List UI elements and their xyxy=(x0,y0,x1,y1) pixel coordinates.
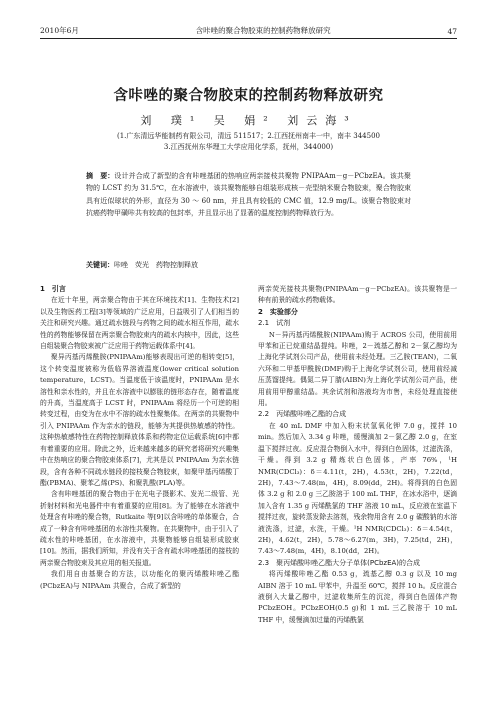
header-rule xyxy=(40,38,457,39)
subsection-heading-macromonomer: 2.3 聚丙烯酸咔唑乙酯大分子单体(PCbzEA)的合成 xyxy=(258,558,421,567)
subsection-heading-synthesis: 2.2 丙烯酸咔唑乙酯的合成 xyxy=(258,410,347,419)
paragraph: 聚异丙基丙烯酰胺(PNIPAAm)能够表现出可逆的相转变[5]，这个转变温度被称为低临界溶液温度(lower critical solution temperature，LCST)。当温度低于该温度时，PNIPAAm 是水溶性和亲水性的，并且在水溶液中以膨胀的链形态存在，随着温度的升高，当温度高于 LCST 时，PNIPAAm 将经历一个可逆的相转变过程，由变为在水中不溶的疏水性聚集体。在两亲的共聚物中引入 PNIPAAm 作为亲水的链段，能够为其提供热敏感的特性。这种热敏感特性在药物控制释放体系和药物定位运载系统[6]中都有着重要的应用。除此之外，近来越来越多的研究者将研究兴趣集中在热响应的聚合物胶束体系[7]，尤其是以 PNIPAAm 为亲水链段，含有各种不同疏水链段的接枝聚合物胶束，如聚甲基丙烯酸丁酯(PBMA)、聚苯乙烯(PS)、和聚乳酸(PLA)等。 xyxy=(40,353,239,487)
paragraph: 我们用自由基聚合的方法，以功能化的聚丙烯酸咔唑乙酯(PCbzEA)与 NIPAAm 共聚合，合成了新型的 xyxy=(40,570,239,590)
abstract-text: 设计并合成了新型的含有咔唑基团的热响应两亲接枝共聚物 PNIPAAm－g－PCbzEA。该共聚物的 LCST 约为 31.5℃，在水溶液中，该共聚物能够自组装形成核－壳型纳米聚合物胶束，聚合物胶束具有近似球状的外形，直径为 30 ～ 60 nm，并且具有较低的 CMC 值，12.9 mg/L。该聚合物胶束对抗癌药物甲磺咔共有较高的包封率，并且显示出了显著的温度控制药物释放行为。 xyxy=(86,172,411,217)
paragraph: 在 40 mL DMF 中加入粉末状氢氧化钾 7.0 g，搅拌 10 min。然后加入 3.34 g 咔唑，缓慢滴加 2－氯乙醇 2.0 g，在室温下搅拌过夜。反应混合物倒入水中，得到白色固体，过滤洗涤，干燥。得到 3.2 g 精炼状白色固体，产率 76%，¹H NMR(CDCl₃)：δ＝4.11(t，2H)，4.53(t，2H)，7.22(td，2H)，7.43～7.48(m，4H)，8.09(dd，2H)。将得到的白色固体 3.2 g 和 2.0 g 三乙胺溶于 100 mL THF，在冰水浴中，逐滴加入含有 1.35 g 丙烯酰氯的 THF 溶液 10 mL，反应液在室温下搅拌过夜，旋转蒸发除去溶剂，残余物用含有 2.0 g 碳酸钠的水溶液洗涤，过滤，水洗，干燥。¹H NMR(CDCl₃)：δ＝4.54(t，2H)，4.62(t，2H)，5.78～6.27(m，3H)，7.25(td，2H)，7.43～7.48(m，4H)，8.10(dd，2H)。 xyxy=(258,421,457,556)
keywords-label: 关键词： xyxy=(86,261,114,269)
right-column xyxy=(258,284,457,626)
keywords-text: 咔唑 荧光 药物控制释放 xyxy=(114,261,198,269)
paper-authors: 刘 璞¹ 吴 娟² 刘云海³ xyxy=(140,114,357,127)
paper-title: 含咔唑的聚合物胶束的控制药物释放研究 xyxy=(113,88,384,104)
left-column xyxy=(40,284,239,592)
header-date: 2010年6月 xyxy=(40,26,79,35)
abstract-label: 摘 要： xyxy=(86,172,115,180)
affiliation-line-1: (1.广东清远华能制药有限公司，清远 511517；2.江西抚州南丰一中，南丰 344500 xyxy=(117,132,380,140)
header-title: 含咔唑的聚合物胶束的控制药物释放研究 xyxy=(195,26,331,35)
paragraph: 含有咔唑基团的聚合物由于在光电子摄影术、发光二级管、光折射材料和光电器件中有着重要的应用[8]。为了能够在水溶液中处理含有咔唑的聚合物，Rutkaite 等[9]以含咔唑的单体聚合，合成了一种含有咔唑基团的水溶性共聚物。在共聚物中，由于引入了疏水性的咔唑基团，在水溶液中，共聚物能够自组装形成胶束[10]。然而，据我们所知，并没有关于含有疏水咔唑基团的接枝的两亲聚合物胶束及其应用的相关报道。 xyxy=(40,490,239,567)
abstract xyxy=(86,170,411,219)
paragraph: 将丙烯酸咔唑乙酯 0.53 g，巯基乙醇 0.3 g 以及 10 mg AIBN 溶于 10 mL 甲苯中，升温至 60℃，搅拌 10 h。反应混合液倒入大量乙醇中，过滤收集所生的沉淀，得到白色固体产物 PCbzEOH。PCbzEOH(0.5 g)和 1 mL 三乙胺溶于 10 mL THF 中，缓慢滴加过量的丙烯酰氯 xyxy=(258,570,457,624)
section-heading-experimental: 2 实验部分 xyxy=(258,307,298,316)
subsection-heading-reagents: 2.1 试剂 xyxy=(258,319,291,328)
page-number: 47 xyxy=(447,27,457,36)
affiliation-line-2: 3.江西抚州东华理工大学应用化学系，抚州，344000) xyxy=(163,143,334,151)
section-heading-intro: 1 引言 xyxy=(40,285,66,293)
paragraph: 在近十年里，两亲聚合物由于其在环境技术[1]、生物技术[2]以及生物医药工程[3]等领域的广泛应用，日益吸引了人们相当的关注和研究兴趣。通过疏水链段与药物之间的疏水相互作用，疏水性的药物能够保留在两亲聚合物胶束内的疏水内核中，因此，这些自组装聚合物胶束被广泛应用于药物运载体系中[4]。 xyxy=(40,296,239,351)
running-header xyxy=(40,22,457,36)
paragraph: N－异丙基丙烯酰胺(NIPAAm)购于 ACROS 公司，使用前用甲苯和正已烷重结晶提纯。咔唑，2－巯基乙醇和 2－氯乙醇均为上海化学试剂公司产品，使用前未经处理。三乙胺(TEAN)，二氧六环和二甲基甲酰胺(DMF)购于上海化学试剂公司，使用前经减压蒸馏提纯。偶氮二异丁腈(AIBN)为上海化学试剂公司产品，使用前用甲醇重结晶。其余试剂和溶液均为市售，未经处理直接使用。 xyxy=(258,330,457,408)
paragraph: 两亲荧光接枝共聚物(PNIPAAm－g－PCbzEA)。该共聚物是一种有前景的疏水药物载体。 xyxy=(258,285,457,305)
keywords xyxy=(86,260,198,270)
